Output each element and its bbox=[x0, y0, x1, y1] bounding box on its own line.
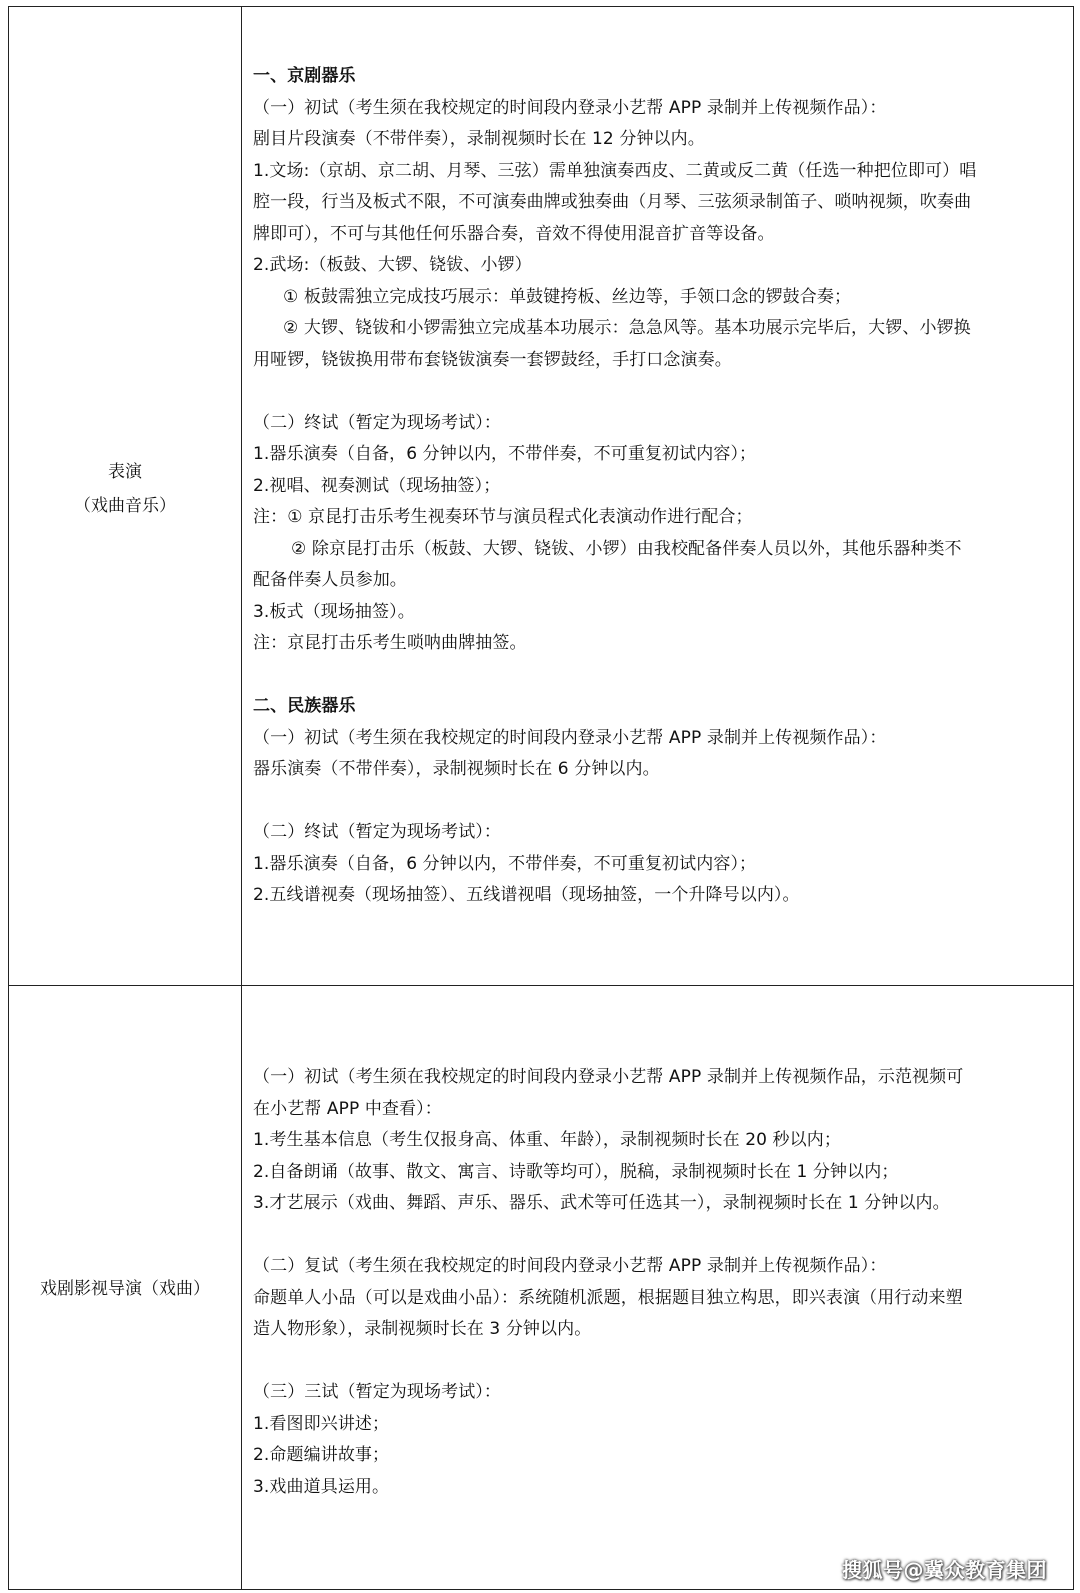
major-name-subline: （戏曲音乐） bbox=[74, 496, 176, 516]
text-line: 1.器乐演奏（自备，6 分钟以内，不带伴奏，不可重复初试内容）； bbox=[253, 853, 757, 874]
blank-line bbox=[253, 660, 1065, 692]
text-line: （二）终试（暂定为现场考试）： bbox=[253, 412, 501, 433]
text-line: 2.命题编讲故事； bbox=[253, 1445, 390, 1465]
admission-requirements-table bbox=[8, 6, 1074, 1590]
blank-line bbox=[253, 376, 1065, 408]
text-line: 2.武场:（板鼓、大锣、铙钹、小锣） bbox=[253, 255, 532, 275]
table-row-drama-film-directing bbox=[9, 986, 1074, 1590]
text-line: 注：① 京昆打击乐考生视奏环节与演员程式化表演动作进行配合； bbox=[253, 507, 753, 527]
text-line: 3.戏曲道具运用。 bbox=[253, 1476, 390, 1497]
text-line: 造人物形象），录制视频时长在 3 分钟以内。 bbox=[253, 1319, 592, 1339]
section-heading: 二、民族器乐 bbox=[253, 696, 356, 716]
major-name-line: 表演 bbox=[108, 462, 142, 482]
text-line: 2.五线谱视奏（现场抽签）、五线谱视唱（现场抽签，一个升降号以内）。 bbox=[253, 885, 800, 905]
blank-line bbox=[253, 1346, 1065, 1378]
text-line: 3.才艺展示（戏曲、舞蹈、声乐、器乐、武术等可任选其一），录制视频时长在 1 分钟以内。 bbox=[253, 1193, 950, 1213]
major-name-cell bbox=[9, 7, 242, 986]
text-line: 1.考生基本信息（考生仅报身高、体重、年龄），录制视频时长在 20 秒以内； bbox=[253, 1130, 841, 1150]
text-line: 器乐演奏（不带伴奏），录制视频时长在 6 分钟以内。 bbox=[253, 759, 660, 779]
major-name-line: 戏剧影视导演（戏曲） bbox=[40, 1279, 210, 1299]
indented-text-line: ② 大锣、铙钹和小锣需独立完成基本功展示：急急风等。基本功展示完毕后，大锣、小锣换 bbox=[283, 318, 971, 338]
section-heading: 一、京剧器乐 bbox=[253, 66, 356, 86]
text-line: 2.自备朗诵（故事、散文、寓言、诗歌等均可），脱稿，录制视频时长在 1 分钟以内； bbox=[253, 1161, 899, 1182]
text-line: 命题单人小品（可以是戏曲小品）：系统随机派题，根据题目独立构思，即兴表演（用行动来塑 bbox=[253, 1287, 963, 1308]
table-row-performance-opera-music bbox=[9, 7, 1074, 986]
text-line: （一）初试（考生须在我校规定的时间段内登录小艺帮 APP 录制并上传视频作品，示范视频可 bbox=[253, 1067, 964, 1087]
text-line: 剧目片段演奏（不带伴奏），录制视频时长在 12 分钟以内。 bbox=[253, 129, 705, 149]
indented-text-line: ② 除京昆打击乐（板鼓、大锣、铙钹、小锣）由我校配备伴奏人员以外，其他乐器种类不 bbox=[291, 538, 962, 559]
text-line: 3.板式（现场抽签）。 bbox=[253, 601, 415, 622]
blank-line bbox=[253, 1220, 1065, 1252]
major-name-label bbox=[9, 1272, 241, 1306]
text-line: 腔一段，行当及板式不限，不可演奏曲牌或独奏曲（月琴、三弦须录制笛子、唢呐视频，吹奏曲 bbox=[253, 192, 972, 212]
text-line: 配备伴奏人员参加。 bbox=[253, 570, 407, 590]
indented-text-line: ① 板鼓需独立完成技巧展示：单鼓键挎板、丝边等，手领口念的锣鼓合奏； bbox=[283, 286, 852, 307]
blank-line bbox=[253, 786, 1065, 818]
text-line: （二）终试（暂定为现场考试）： bbox=[253, 822, 501, 842]
text-line: （一）初试（考生须在我校规定的时间段内登录小艺帮 APP 录制并上传视频作品）： bbox=[253, 727, 887, 748]
major-name-cell bbox=[9, 986, 242, 1590]
text-line: 牌即可），不可与其他任何乐器合奏，音效不得使用混音扩音等设备。 bbox=[253, 223, 775, 244]
text-line: 1.看图即兴讲述； bbox=[253, 1413, 390, 1434]
text-line: （二）复试（考生须在我校规定的时间段内登录小艺帮 APP 录制并上传视频作品）： bbox=[253, 1256, 887, 1276]
requirements-cell bbox=[242, 7, 1074, 986]
text-line: （三）三试（暂定为现场考试）： bbox=[253, 1382, 501, 1402]
text-line: 2.视唱、视奏测试（现场抽签）； bbox=[253, 475, 501, 496]
text-line: 1.文场:（京胡、京二胡、月琴、三弦）需单独演奏西皮、二黄或反二黄（任选一种把位即可）唱 bbox=[253, 160, 977, 181]
requirements-text bbox=[242, 986, 1073, 1503]
text-line: 1.器乐演奏（自备，6 分钟以内，不带伴奏，不可重复初试内容）； bbox=[253, 444, 757, 464]
major-name-label bbox=[9, 455, 241, 523]
sohu-watermark: 搜狐号@冀众教育集团 bbox=[842, 1558, 1047, 1582]
requirements-cell bbox=[242, 986, 1074, 1590]
text-line: 用哑锣，铙钹换用带布套铙钹演奏一套锣鼓经，手打口念演奏。 bbox=[253, 349, 732, 370]
requirements-text bbox=[242, 7, 1073, 912]
text-line: （一）初试（考生须在我校规定的时间段内登录小艺帮 APP 录制并上传视频作品）： bbox=[253, 97, 887, 118]
text-line: 在小艺帮 APP 中查看）： bbox=[253, 1098, 442, 1119]
text-line: 注：京昆打击乐考生唢呐曲牌抽签。 bbox=[253, 633, 527, 653]
